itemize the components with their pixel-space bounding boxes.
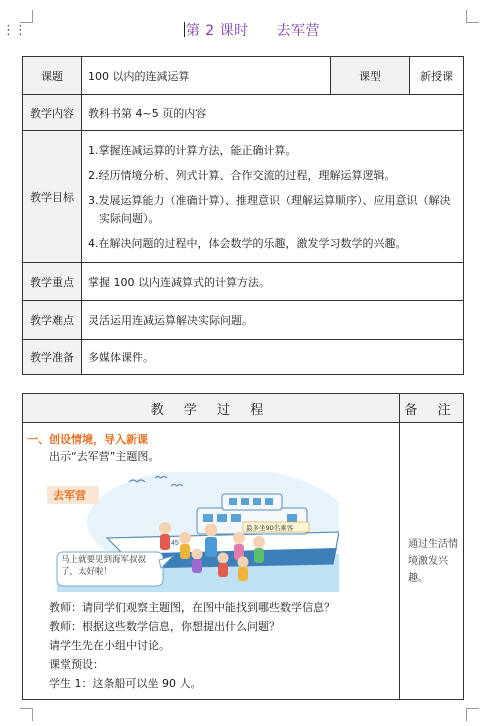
goal-item: 1.掌握连减运算的计算方法，能正确计算。 xyxy=(88,144,297,157)
type-value: 新授课 xyxy=(410,57,464,95)
drag-handle-icon[interactable]: ⋮⋮ xyxy=(2,23,26,38)
prep-row xyxy=(23,340,464,375)
type-label: 课型 xyxy=(331,57,410,95)
goals-label: 教学目标 xyxy=(23,131,82,263)
process-body-row xyxy=(23,423,464,700)
ship-capacity-label: 最多坐90名乘客 xyxy=(246,524,294,532)
prep-value: 多媒体课件。 xyxy=(82,340,464,375)
page-corner-mark xyxy=(466,708,479,721)
goals-row xyxy=(23,131,464,263)
process-line: 请学生先在小组中讨论。 xyxy=(49,639,170,652)
theme-illustration xyxy=(47,472,339,592)
key-row xyxy=(23,263,464,301)
scene-tag: 去军营 xyxy=(53,489,86,502)
goal-item: 4.在解决问题的过程中，体会数学的乐趣，激发学习数学的兴趣。 xyxy=(88,237,407,250)
lesson-info-table xyxy=(22,56,464,375)
process-header: 教 学 过 程 xyxy=(23,394,400,423)
process-line: 教师：请同学们观察主题图，在图中能找到哪些数学信息？ xyxy=(49,601,335,614)
section-heading: 一、创设情境，导入新课 xyxy=(27,433,148,446)
process-line: 出示“去军营”主题图。 xyxy=(49,450,160,463)
prep-label: 教学准备 xyxy=(23,340,82,375)
text-cursor xyxy=(184,22,185,37)
content-row xyxy=(23,95,464,131)
lesson-number: 第 2 课时 xyxy=(185,23,249,39)
teaching-process-table xyxy=(22,393,464,700)
process-header-row xyxy=(23,394,464,423)
page-title xyxy=(0,20,504,40)
remarks-note: 通过生活情境激发兴趣。 xyxy=(400,423,464,700)
process-content xyxy=(23,423,400,700)
topic-row xyxy=(23,57,464,95)
goal-item: 2.经历情境分析、列式计算、合作交流的过程，理解运算逻辑。 xyxy=(88,169,396,182)
process-line: 教师：根据这些数学信息，你想提出什么问题？ xyxy=(49,620,280,633)
goals-list xyxy=(82,131,464,263)
svg-text:45: 45 xyxy=(171,540,179,547)
content-value: 教科书第 4~5 页的内容 xyxy=(82,95,464,131)
difficulty-row xyxy=(23,301,464,340)
page-corner-mark xyxy=(20,708,33,721)
process-line: 学生 1：这条船可以坐 90 人。 xyxy=(49,677,202,690)
process-line: 课堂预设： xyxy=(49,658,104,671)
key-value: 掌握 100 以内连减算式的计算方法。 xyxy=(82,263,464,301)
topic-value: 100 以内的连减运算 xyxy=(82,57,331,95)
difficulty-value: 灵活运用连减运算解决实际问题。 xyxy=(82,301,464,340)
goal-item: 3.发展运算能力（准确计算）、推理意识（理解运算顺序）、应用意识（解决实际问题）。 xyxy=(88,194,451,225)
notes-header: 备 注 xyxy=(400,394,464,423)
topic-label: 课题 xyxy=(23,57,82,95)
lesson-name: 去军营 xyxy=(276,23,321,39)
difficulty-label: 教学难点 xyxy=(23,301,82,340)
content-label: 教学内容 xyxy=(23,95,82,131)
key-label: 教学重点 xyxy=(23,263,82,301)
speech-bubble-text: 马上就要见到海军叔叔了，太好啦！ xyxy=(61,555,147,577)
